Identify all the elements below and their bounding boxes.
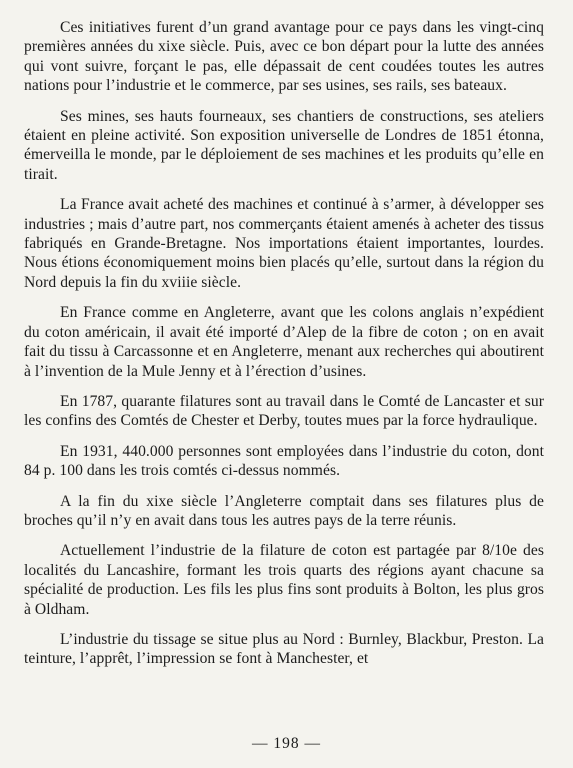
- paragraph-2: Ses mines, ses hauts fourneaux, ses chantiers de constructions, ses ateliers étaient en pleine activité. Son exposition universelle de Londres de 1851 étonna, émerveilla le monde, par le déploiement de ses machines et les produits qu’elle en tirait.: [24, 107, 544, 183]
- paragraph-8: Actuellement l’industrie de la filature de coton est partagée par 8/10e des localités du Lancashire, formant les trois quarts des régions ayant chacune sa spécialité de production. Les fils les plus fins sont produits à Bolton, les plus gros à Oldham.: [24, 542, 544, 618]
- page-number: — 198 —: [252, 735, 321, 752]
- paragraph-7: A la fin du xixe siècle l’Angleterre comptait dans ses filatures plus de broches qu’il n’y en avait dans tous les autres pays de la terre réunis.: [24, 492, 544, 529]
- paragraph-1: Ces initiatives furent d’un grand avantage pour ce pays dans les vingt-cinq premières années du xixe siècle. Puis, avec ce bon départ pour la lutte des années qui vont suivre, forçant le pas, elle dépassait de cent coudées toutes les autres nations pour l’industrie et le commerce, par ses usines, ses rails, ses bateaux.: [24, 19, 544, 95]
- paragraph-9: L’industrie du tissage se situe plus au Nord : Burnley, Blackbur, Preston. La teinture, l’apprêt, l’impression se font à Manchester, et: [24, 630, 544, 668]
- paragraph-4: En France comme en Angleterre, avant que les colons anglais n’expédient du coton américain, il avait été importé d’Alep de la fibre de coton ; on en avait fait du tissu à Carcassonne et en Angleterre, menant aux recherches qui aboutirent à l’invention de la Mule Jenny et à l’érection d’usines.: [24, 304, 544, 380]
- paragraph-5: En 1787, quarante filatures sont au travail dans le Comté de Lancaster et sur les confins des Comtés de Chester et Derby, toutes mues par la force hydraulique.: [24, 392, 544, 430]
- paragraph-6: En 1931, 440.000 personnes sont employées dans l’industrie du coton, dont 84 p. 100 dans les trois comtés ci-dessus nommés.: [24, 442, 544, 480]
- paragraph-3: La France avait acheté des machines et continué à s’armer, à développer ses industries ; mais d’autre part, nos commerçants étaient amenés à acheter des tissus fabriqués en Grande-Bretagne. Nos importations étaient importantes, lourdes. Nous étions économiquement moins bien placés qu’elle, surtout dans la région du Nord depuis la fin du xviiie siècle.: [24, 196, 544, 291]
- page-body: [24, 18, 544, 680]
